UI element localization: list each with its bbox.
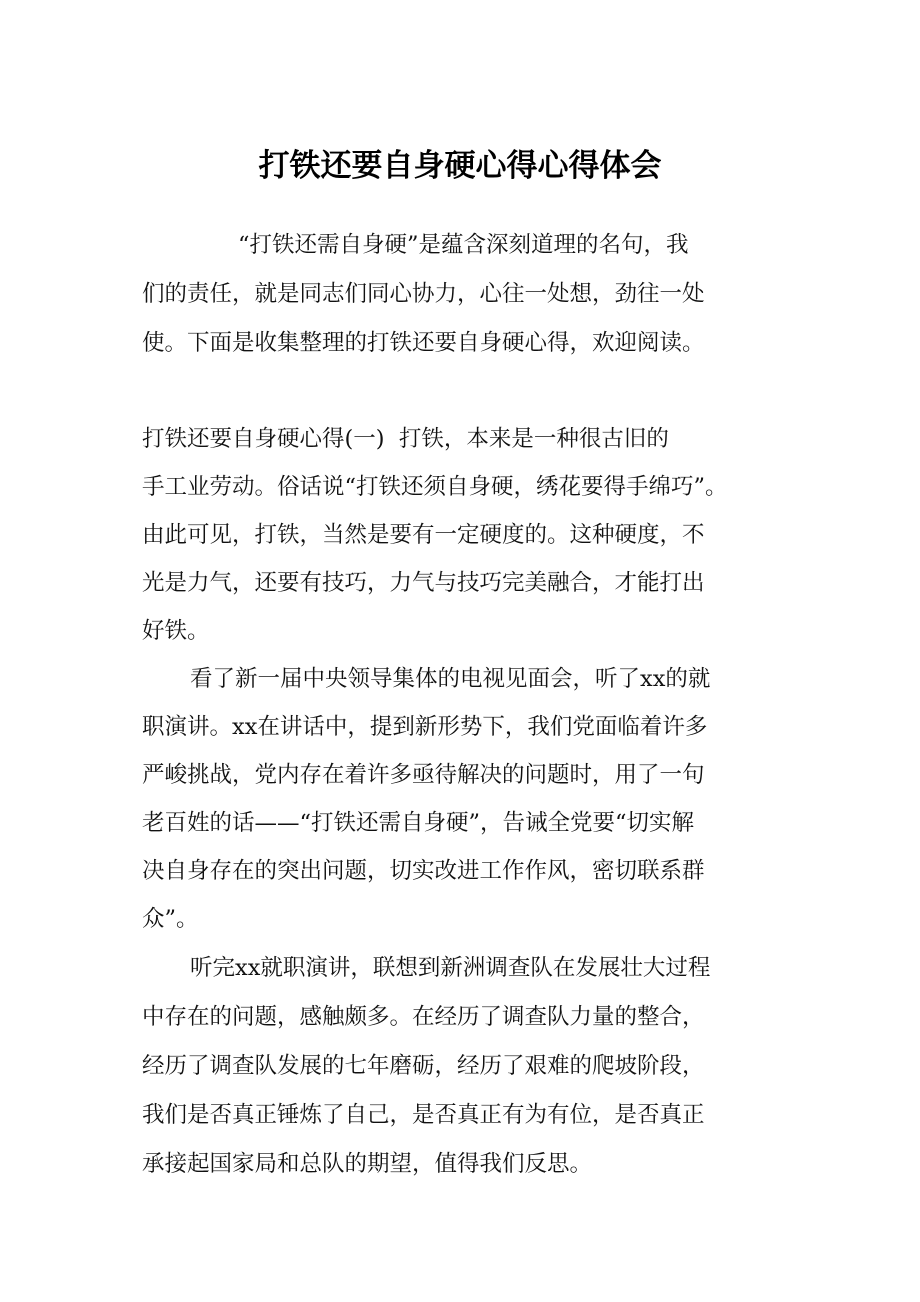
document-title: 打铁还要自身硬心得心得体会 (258, 148, 662, 184)
paragraph2-line-1: 看了新一届中央领导集体的电视见面会，听了xx的就 (190, 666, 711, 692)
paragraph3-line-4: 我们是否真正锤炼了自己，是否真正有为有位，是否真正 (142, 1102, 705, 1128)
paragraph3-line-1: 听完xx就职演讲，联想到新洲调查队在发展壮大过程 (190, 955, 711, 981)
intro-line-1: “打铁还需自身硬”是蕴含深刻道理的名句，我 (238, 232, 689, 258)
paragraph3-line-3: 经历了调查队发展的七年磨砺，经历了艰难的爬坡阶段， (142, 1053, 705, 1079)
paragraph2-line-5: 决自身存在的突出问题，切实改进工作作风，密切联系群 (142, 858, 705, 884)
intro-line-2: 们的责任，就是同志们同心协力，心往一处想，劲往一处 (142, 281, 705, 307)
paragraph3-line-5: 承接起国家局和总队的期望，值得我们反思。 (142, 1151, 593, 1177)
paragraph3-line-2: 中存在的问题，感触颇多。在经历了调查队力量的整合， (142, 1004, 705, 1030)
paragraph2-line-4: 老百姓的话——“打铁还需自身硬”，告诫全党要“切实解 (142, 810, 695, 836)
section1-line-2: 手工业劳动。俗话说“打铁还须自身硬，绣花要得手绵巧”。 (142, 474, 728, 500)
section1-line-1: 打铁还要自身硬心得(一) 打铁，本来是一种很古旧的 (142, 426, 669, 452)
paragraph2-line-3: 严峻挑战，党内存在着许多亟待解决的问题时，用了一句 (142, 762, 705, 788)
section1-line-5: 好铁。 (142, 618, 210, 644)
section1-line-4: 光是力气，还要有技巧，力气与技巧完美融合，才能打出 (142, 570, 705, 596)
intro-line-3: 使。下面是收集整理的打铁还要自身硬心得，欢迎阅读。 (142, 330, 705, 356)
paragraph2-line-2: 职演讲。xx在讲话中，提到新形势下，我们党面临着许多 (142, 714, 708, 740)
paragraph2-line-6: 众”。 (142, 906, 199, 932)
section1-line-3: 由此可见，打铁，当然是要有一定硬度的。这种硬度，不 (142, 522, 705, 548)
